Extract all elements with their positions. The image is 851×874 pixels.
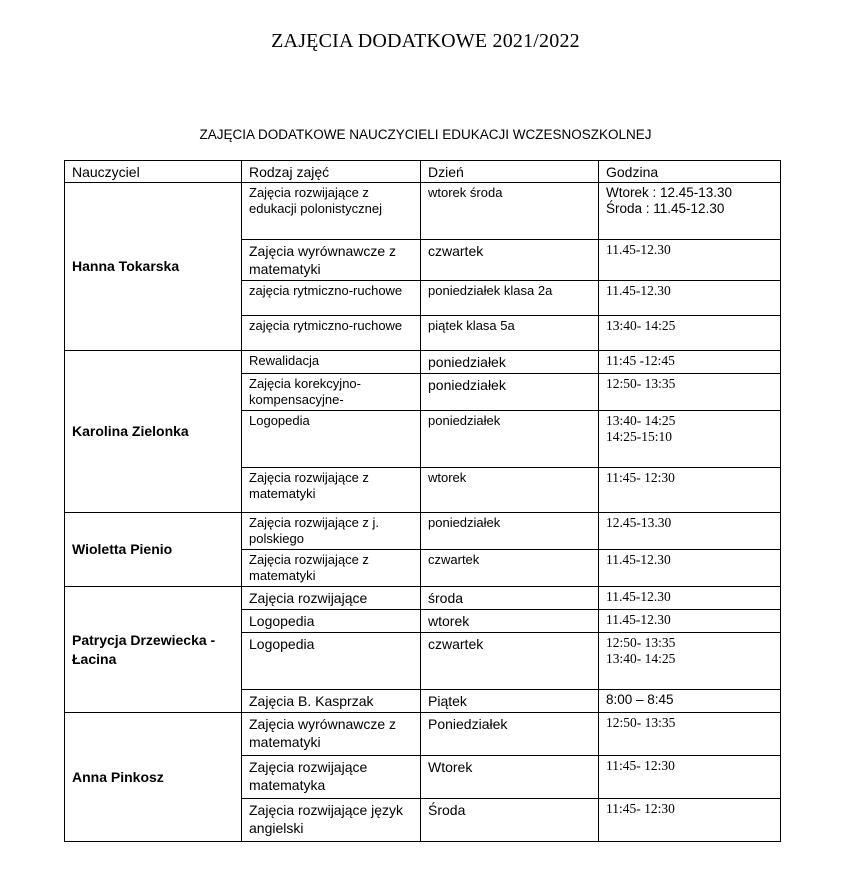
activity-day: wtorek [421,610,599,633]
activity-time [599,281,781,316]
activity-time [599,183,781,240]
activity-type: Rewalidacja [242,351,421,374]
time-line: 12.45-13.30 [606,515,672,530]
activity-day: poniedziałek [421,374,599,411]
activity-day: czwartek [421,550,599,587]
time-line: 12:50- 13:35 [606,376,676,391]
activity-time [599,468,781,513]
activity-time [599,713,781,756]
activity-time [599,550,781,587]
activity-time [599,374,781,411]
time-line: 11:45- 12:30 [606,470,675,485]
table-row [65,587,781,610]
activity-type: Zajęcia rozwijające [242,587,421,610]
activity-type: Logopedia [242,411,421,468]
time-line: 13:40- 14:25 [606,413,676,428]
time-line: 11.45-12.30 [606,589,671,604]
activity-type: Zajęcia rozwijające matematyka [242,756,421,799]
document-title: ZAJĘCIA DODATKOWE 2021/2022 [271,30,580,52]
time-line: 13:40- 14:25 [606,318,676,333]
time-line: 8:00 – 8:45 [606,692,674,707]
header-time: Godzina [599,161,781,183]
activity-day: poniedziałek [421,411,599,468]
activity-day: Piątek [421,690,599,713]
header-day: Dzień [421,161,599,183]
activity-day: Środa [421,799,599,842]
teacher-name: Anna Pinkosz [65,713,242,842]
table-subtitle: ZAJĘCIA DODATKOWE NAUCZYCIELI EDUKACJI WCZESNOSZKOLNEJ [199,127,652,142]
schedule-table [64,160,781,842]
activity-type: Zajęcia rozwijające z matematyki [242,468,421,513]
activity-day: poniedziałek [421,513,599,550]
activity-type: Zajęcia rozwijające z j. polskiego [242,513,421,550]
activity-time [599,316,781,351]
time-line: 12:50- 13:35 [606,635,676,650]
activity-day: poniedziałek klasa 2a [421,281,599,316]
header-type: Rodzaj zajęć [242,161,421,183]
activity-time [599,690,781,713]
activity-time [599,351,781,374]
time-line: 11.45-12.30 [606,242,671,257]
activity-time [599,240,781,281]
activity-time [599,587,781,610]
activity-day: wtorek [421,468,599,513]
teacher-name: Patrycja Drzewiecka - Łacina [65,587,242,713]
activity-time [599,610,781,633]
activity-time [599,411,781,468]
activity-type: Zajęcia wyrównawcze z matematyki [242,713,421,756]
activity-day: Wtorek [421,756,599,799]
time-line: 12:50- 13:35 [606,715,676,730]
activity-day: środa [421,587,599,610]
time-line: 14:25-15:10 [606,429,672,444]
activity-day: piątek klasa 5a [421,316,599,351]
activity-type: Logopedia [242,633,421,690]
activity-day: wtorek środa [421,183,599,240]
activity-type: Logopedia [242,610,421,633]
activity-type: Zajęcia rozwijające z matematyki [242,550,421,587]
table-row [65,713,781,756]
time-line: Wtorek : 12.45-13.30 [606,185,733,200]
teacher-name: Hanna Tokarska [65,183,242,351]
header-row [65,161,781,183]
activity-time [599,799,781,842]
time-line: 11:45- 12:30 [606,801,675,816]
time-line: 11.45-12.30 [606,283,671,298]
activity-type: Zajęcia wyrównawcze z matematyki [242,240,421,281]
time-line: 11:45 -12:45 [606,353,675,368]
time-line: 13:40- 14:25 [606,651,676,666]
activity-day: Poniedziałek [421,713,599,756]
activity-day: czwartek [421,633,599,690]
activity-time [599,633,781,690]
activity-time [599,756,781,799]
table-row [65,183,781,240]
teacher-name: Karolina Zielonka [65,351,242,513]
table-row [65,513,781,550]
activity-time [599,513,781,550]
time-line: 11.45-12.30 [606,612,671,627]
activity-type: zajęcia rytmiczno-ruchowe [242,316,421,351]
header-teacher: Nauczyciel [65,161,242,183]
activity-type: zajęcia rytmiczno-ruchowe [242,281,421,316]
teacher-name: Wioletta Pienio [65,513,242,587]
activity-type: Zajęcia korekcyjno-kompensacyjne- [242,374,421,411]
activity-day: czwartek [421,240,599,281]
time-line: 11:45- 12:30 [606,758,675,773]
activity-type: Zajęcia rozwijające z edukacji polonistycznej [242,183,421,240]
activity-type: Zajęcia rozwijające język angielski [242,799,421,842]
schedule-body [65,183,781,842]
activity-type: Zajęcia B. Kasprzak [242,690,421,713]
activity-day: poniedziałek [421,351,599,374]
time-line: Środa : 11.45-12.30 [606,201,725,216]
table-row [65,351,781,374]
time-line: 11.45-12.30 [606,552,671,567]
